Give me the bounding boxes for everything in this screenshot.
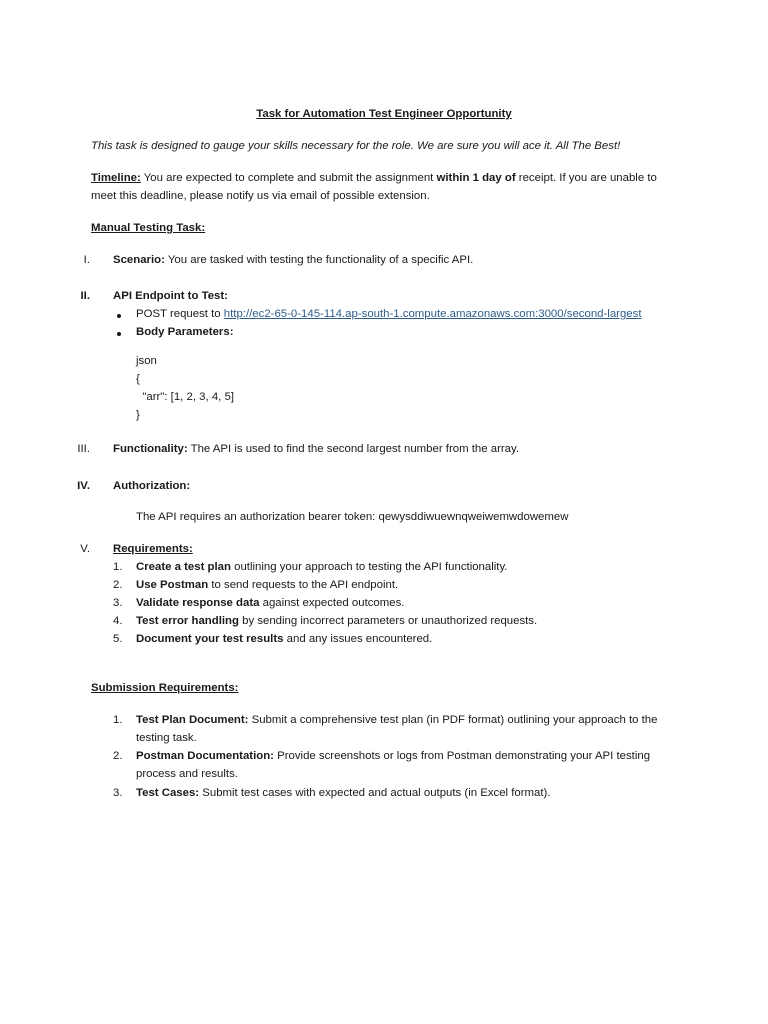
requirement-item: [136, 579, 398, 591]
code-line: "arr": [1, 2, 3, 4, 5]: [136, 391, 234, 403]
requirement-bold: Document your test results: [136, 633, 284, 645]
section-1-number: I.: [83, 254, 90, 266]
code-line: json: [136, 355, 157, 367]
submission-heading: Submission Requirements:: [91, 682, 239, 694]
requirement-bold: Use Postman: [136, 579, 209, 591]
section-1-scenario: [113, 254, 473, 266]
api-endpoint-label: API Endpoint to Test:: [113, 290, 228, 302]
requirement-bold: Test error handling: [136, 615, 239, 627]
body-parameters-label: Body Parameters:: [136, 326, 234, 338]
requirement-bold: Create a test plan: [136, 561, 231, 573]
submission-number: 1.: [113, 714, 123, 726]
requirement-number: 3.: [113, 597, 123, 609]
requirements-label: Requirements:: [113, 543, 193, 555]
post-request-line: [136, 308, 641, 320]
code-line: {: [136, 373, 140, 385]
timeline-text-2: receipt. If you are unable to: [515, 172, 657, 184]
requirement-number: 4.: [113, 615, 123, 627]
section-2-number: II.: [80, 290, 90, 302]
requirement-number: 1.: [113, 561, 123, 573]
submission-bold: Postman Documentation:: [136, 750, 274, 762]
submission-continuation: testing task.: [136, 732, 197, 744]
section-4-number: IV.: [77, 480, 90, 492]
scenario-text: You are tasked with testing the functionality of a specific API.: [164, 254, 474, 266]
authorization-label: Authorization:: [113, 480, 191, 492]
requirement-text: outlining your approach to testing the API functionality.: [230, 561, 508, 573]
section-3-number: III.: [77, 443, 90, 455]
section-5-number: V.: [80, 543, 90, 555]
authorization-text: The API requires an authorization bearer token: qewysddiwuewnqweiwemwdowemew: [136, 511, 569, 523]
api-url-link[interactable]: http://ec2-65-0-145-114.ap-south-1.compute.amazonaws.com:3000/second-largest: [223, 308, 642, 320]
bullet-icon: [117, 332, 121, 336]
requirement-item: [136, 615, 537, 627]
requirement-text: and any issues encountered.: [283, 633, 433, 645]
timeline-line-1: [91, 172, 657, 184]
document-title: Task for Automation Test Engineer Opportunity: [256, 108, 512, 120]
submission-text: Submit test cases with expected and actual outputs (in Excel format).: [199, 787, 551, 799]
requirement-item: [136, 597, 404, 609]
submission-item: [136, 787, 551, 799]
requirement-text: by sending incorrect parameters or unauthorized requests.: [238, 615, 538, 627]
requirement-text: against expected outcomes.: [259, 597, 405, 609]
manual-testing-heading: Manual Testing Task:: [91, 222, 206, 234]
submission-item: [136, 714, 657, 726]
submission-number: 3.: [113, 787, 123, 799]
submission-number: 2.: [113, 750, 123, 762]
submission-continuation: process and results.: [136, 768, 238, 780]
submission-text: Provide screenshots or logs from Postman demonstrating your API testing: [273, 750, 651, 762]
timeline-text-1: You are expected to complete and submit the assignment: [140, 172, 437, 184]
section-3-functionality: [113, 443, 519, 455]
requirement-item: [136, 561, 507, 573]
submission-bold: Test Cases:: [136, 787, 200, 799]
submission-item: [136, 750, 650, 762]
post-request-prefix: POST request to: [136, 308, 224, 320]
requirement-item: [136, 633, 432, 645]
submission-bold: Test Plan Document:: [136, 714, 249, 726]
timeline-label: Timeline:: [91, 172, 141, 184]
functionality-label: Functionality:: [113, 443, 188, 455]
timeline-line-2: meet this deadline, please notify us via email of possible extension.: [91, 190, 430, 202]
code-line: }: [136, 409, 140, 421]
timeline-deadline: within 1 day of: [436, 172, 516, 184]
functionality-text: The API is used to find the second largest number from the array.: [187, 443, 520, 455]
submission-text: Submit a comprehensive test plan (in PDF format) outlining your approach to the: [248, 714, 658, 726]
scenario-label: Scenario:: [113, 254, 165, 266]
bullet-icon: [117, 314, 121, 318]
requirement-number: 2.: [113, 579, 123, 591]
intro-text: This task is designed to gauge your skills necessary for the role. We are sure you will ace it. All The Best!: [91, 140, 621, 152]
requirement-bold: Validate response data: [136, 597, 260, 609]
requirement-text: to send requests to the API endpoint.: [208, 579, 399, 591]
requirement-number: 5.: [113, 633, 123, 645]
